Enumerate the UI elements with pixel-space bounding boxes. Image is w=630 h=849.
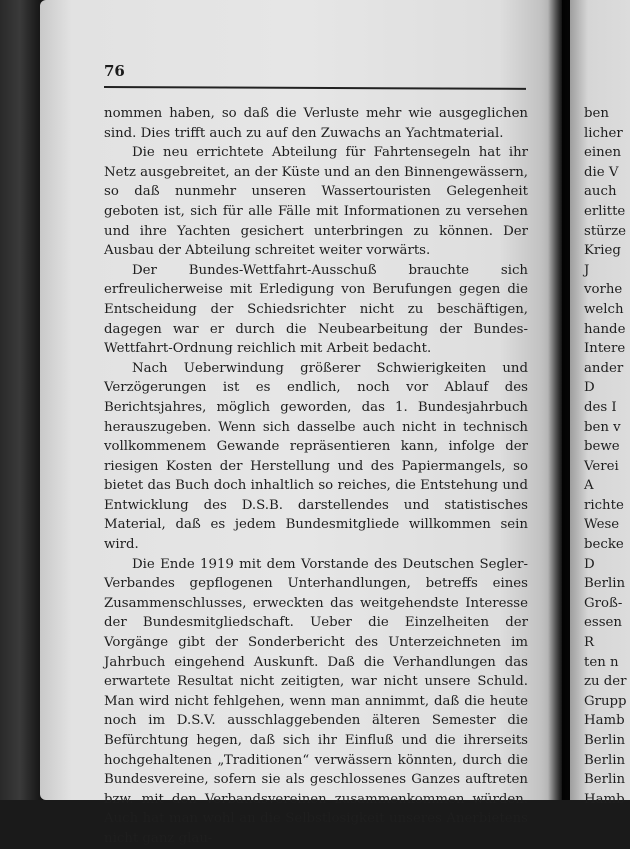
right-page-line: zu der — [584, 674, 627, 690]
right-page-text — [584, 104, 627, 809]
paragraph-4: Nach Ueberwindung größerer Schwierigkeiten und Verzögerungen ist es endlich, noch vor Ablauf des Berichtsjahres, möglich geworden, das 1. Bundesjahrbuch herauszugeben. Wenn sich dasselbe auch nicht in technisch vollkommenem Gewande repräsentieren kann, infolge der riesigen Kosten der Herstellung und des Papiermangels, so bietet das Buch doch inhaltlich so reiches, die Entstehung und Entwicklung des D.S.B. darstellendes und statistisches Material, daß es jedem Bundesmitgliede willkommen sein wird. — [104, 360, 528, 553]
right-page-line: Berlin — [584, 752, 626, 768]
right-page-line: ben v — [584, 419, 621, 435]
paragraph-2: Die neu errichtete Abteilung für Fahrtensegeln hat ihr Netz ausgebreitet, an der Küste und an den Binnengewässern, so daß nunmehr unseren Wassertouristen Gelegenheit geboten ist, sich für alle Fälle mit Informationen zu versehen und ihre Yachten gesichert unterbringen zu können. Der Ausbau der Abteilung schreitet weiter vorwärts. — [104, 145, 528, 259]
right-page-line: Intere — [584, 341, 626, 357]
right-page-line: R — [584, 635, 595, 651]
right-page-line: ten n — [584, 654, 619, 670]
right-page-line: auch — [584, 184, 617, 200]
right-page-line: erlitte — [584, 203, 626, 219]
right-page-line: J — [584, 262, 590, 278]
right-page-line: welch — [584, 301, 624, 317]
page-number: 76 — [104, 62, 125, 80]
right-page-line: bewe — [584, 439, 620, 455]
right-page-line: essen — [584, 615, 622, 631]
right-page-line: licher — [584, 125, 623, 141]
right-page-line: Groß- — [584, 595, 623, 611]
right-page-line: einen — [584, 145, 622, 161]
right-page-line: Grupp — [584, 693, 627, 709]
right-page-line: stürze — [584, 223, 626, 239]
paragraph-3: Der Bundes-Wettfahrt-Ausschuß brauchte sich erfreulicherweise mit Erledigung von Berufungen gegen die Entscheidung der Schiedsrichter nicht zu beschäftigen, dagegen war er durch die Neubearbeitung der Bundes-Wettfahrt-Ordnung reichlich mit Arbeit bedacht. — [104, 262, 528, 357]
right-page-line: vorhe — [584, 282, 623, 298]
right-page-line: die V — [584, 164, 619, 180]
right-page-line: A — [584, 478, 594, 494]
right-page-line: ander — [584, 360, 624, 376]
right-page-line: hande — [584, 321, 626, 337]
right-page-line: D — [584, 380, 595, 396]
right-page-line: Berlin — [584, 772, 626, 788]
body-text — [104, 104, 528, 849]
paragraph-5: Die Ende 1919 mit dem Vorstande des Deutschen Segler-Verbandes gepflogenen Unterhandlungen, betreffs eines Zusammenschlusses, erweckten das weitgehendste Interesse der Bundesmitgliedschaft. Ueber die Einzelheiten der Vorgänge gibt der Sonderbericht des Unterzeichneten im Jahrbuch eingehend Auskunft. Daß die Verhandlungen das erwartete Resultat nicht zeitigten, war nicht unsere Schuld. Man wird nicht fehlgehen, wenn man annimmt, daß die heute noch im D.S.V. ausschlaggebenden älteren Semester die Befürchtung hegen, daß sich ihr Einfluß und die ihrerseits hochgehaltenen „Traditionen“ verwässern könnten, durch die Bundesvereine, sofern sie als geschlossenes Ganzes auftreten bzw. mit den Verbandsvereinen zusammenkommen würden. Auch hat man wohl an die Selbstlosigkeit unseres Anerbietens nicht ganz glau- — [104, 556, 528, 846]
right-page-line: Verei — [584, 458, 619, 474]
right-page-line: Hamb — [584, 713, 625, 729]
right-page-line: D — [584, 556, 595, 572]
right-page-line: Wese — [584, 517, 620, 533]
right-page-line: Berlin — [584, 576, 626, 592]
right-page-line: becke — [584, 537, 624, 553]
right-page-line: Berlin — [584, 733, 626, 748]
right-page-line: ben — [584, 106, 609, 121]
paragraph-1: nommen haben, so daß die Verluste mehr wie ausgeglichen sind. Dies trifft auch zu auf den Zuwachs an Yachtmaterial. — [104, 106, 528, 141]
right-page-line: richte — [584, 497, 624, 513]
right-page-line: Krieg — [584, 243, 621, 259]
right-page-line: des I — [584, 399, 617, 415]
right-page-line: Hamb — [584, 791, 625, 807]
